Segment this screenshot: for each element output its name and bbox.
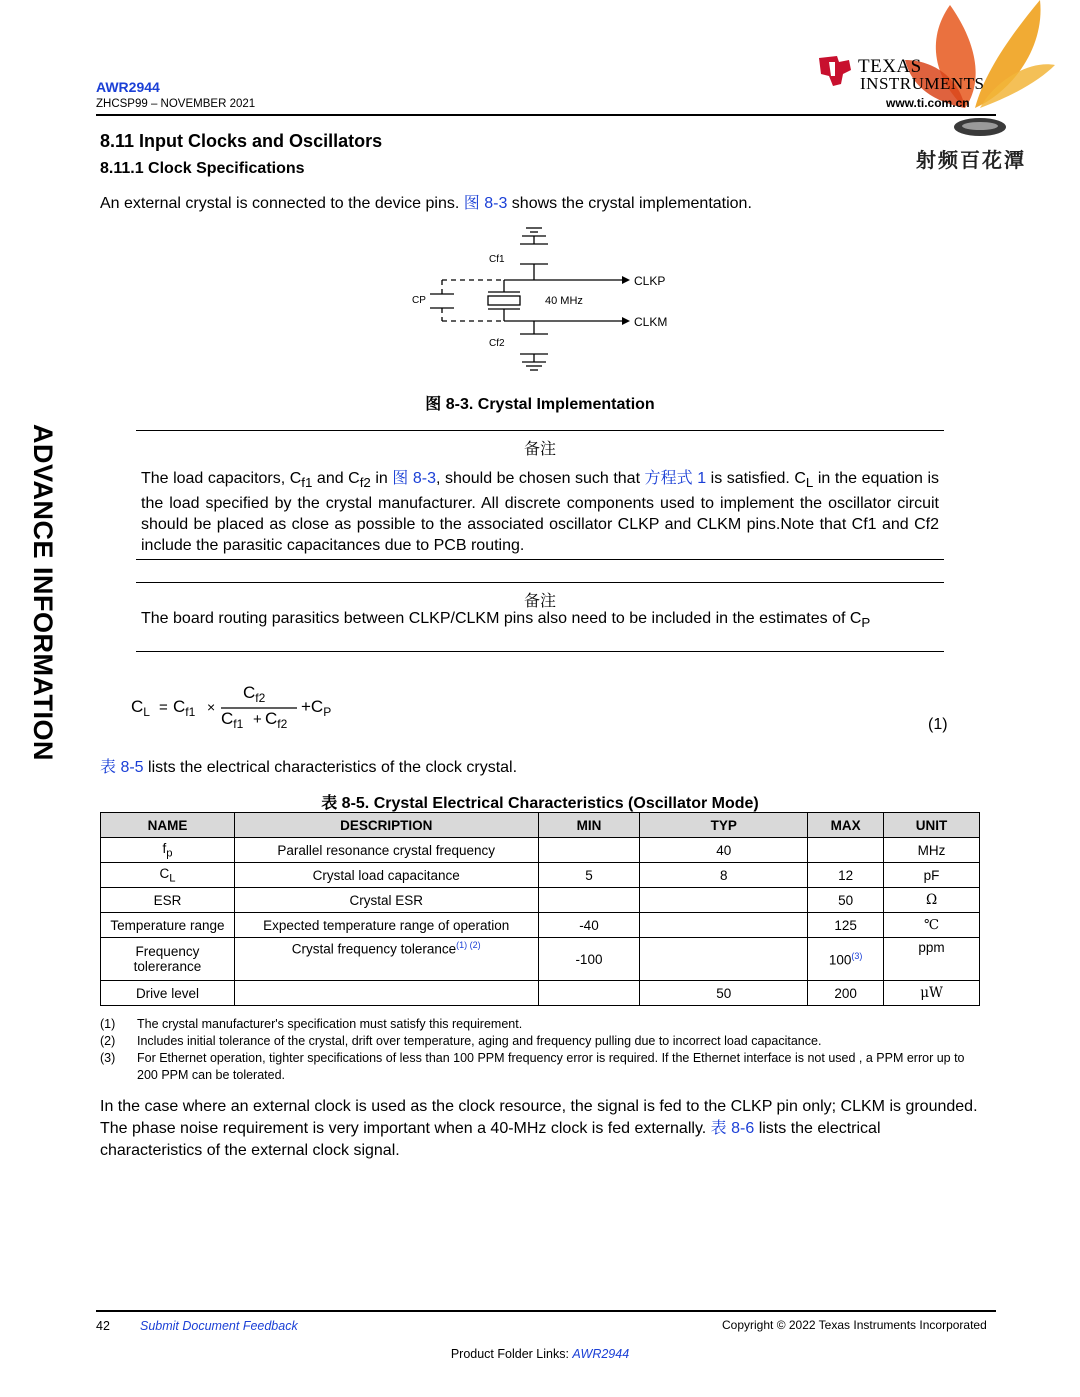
intro-paragraph <box>100 193 752 214</box>
svg-text:=: = <box>159 699 168 716</box>
ti-logo-icon[interactable] <box>815 52 855 88</box>
col-header: MIN <box>538 813 640 838</box>
intro-text-b: shows the crystal implementation. <box>511 195 752 212</box>
side-label-text: ADVANCE INFORMATION <box>28 424 58 761</box>
note1-top-rule <box>136 430 944 431</box>
cell-min <box>538 981 640 1006</box>
cell-unit: MHz <box>884 838 980 863</box>
note2-top-rule <box>136 582 944 583</box>
note1-figure-link[interactable]: 图 8-3 <box>392 470 436 487</box>
cell-max: 50 <box>808 888 884 913</box>
footnote-ref[interactable]: (3) <box>851 950 863 961</box>
footer-rule <box>96 1310 996 1312</box>
cell-desc: Crystal ESR <box>234 888 538 913</box>
svg-text:Cf1: $C_{f1}$ <box>173 697 196 719</box>
cell-desc <box>234 981 538 1006</box>
cell-max: 125 <box>808 913 884 938</box>
figure-caption: 图 8-3. Crystal Implementation <box>425 396 655 413</box>
table-link[interactable]: 表 8-5 <box>100 759 144 776</box>
note2-bottom-rule <box>136 651 944 652</box>
label-40mhz: 40 MHz <box>545 295 583 307</box>
cell-name: $C_L$ <box>101 863 235 888</box>
footnote: (1) The crystal manufacturer's specification must satisfy this requirement. <box>100 1017 523 1031</box>
watermark-text: 射频百花潭 <box>916 150 1026 172</box>
product-folder-links: Product Folder Links: AWR2944 <box>450 1347 630 1361</box>
cell-desc: Crystal frequency tolerance$^{(1) (2)}$ <box>234 938 538 981</box>
crystal-characteristics-table <box>100 812 980 1006</box>
cell-max: 12 <box>808 863 884 888</box>
cell-min: 5 <box>538 863 640 888</box>
cell-unit: pF <box>884 863 980 888</box>
intro-text-a: An external crystal is connected to the device pins. <box>100 195 460 212</box>
copyright: Copyright © 2022 Texas Instruments Incorporated <box>722 1318 987 1332</box>
figure-link[interactable]: 图 8-3 <box>463 195 508 212</box>
cell-max: 200 <box>808 981 884 1006</box>
label-clkm: CLKM <box>634 315 668 329</box>
clkp-arrow-icon <box>622 276 630 284</box>
note1-bottom-rule <box>136 559 944 560</box>
clkm-arrow-icon <box>622 317 630 325</box>
footnote: (3) For Ethernet operation, tighter specifications of less than 100 PPM frequency error is required. If the Ethernet interface is not used , a PPM error up to 200 PPM can be tolerated. <box>100 1051 965 1082</box>
ti-name-line1: TEXAS <box>858 56 922 77</box>
table-row <box>101 938 980 981</box>
equation-number: (1) <box>928 716 948 733</box>
svg-text:×: × <box>207 699 216 715</box>
table-8-6-link[interactable]: 表 8-6 <box>710 1120 755 1137</box>
cell-max: 100$^{(3)}$ <box>808 938 884 981</box>
label-cf1: Cf1 <box>489 254 505 265</box>
cell-typ: 40 <box>640 838 808 863</box>
external-clock-paragraph: In the case where an external clock is used as the clock resource, the signal is fed to the CLKP pin only; CLKM is grounded. The phase noise requirement is very important when a 40-MHz clock is fed externally. 表 8-6 lists the electrical characteristics of the external clock signal. <box>100 1098 978 1159</box>
load-capacitance-equation <box>125 676 365 736</box>
cell-typ: 50 <box>640 981 808 1006</box>
cell-typ <box>640 913 808 938</box>
cell-desc: Crystal load capacitance <box>234 863 538 888</box>
col-header: MAX <box>808 813 884 838</box>
table-row <box>101 888 980 913</box>
cell-unit: μW <box>884 981 980 1006</box>
product-link[interactable]: AWR2944 <box>572 1347 630 1361</box>
cell-name: Temperature range <box>101 913 235 938</box>
note1-body: The load capacitors, $C_{f1}$ and $C_{f2}$ in 图 8-3, should be chosen such that 方程式 1 is satisfied. $C_L$ in the equation is the load specified by the crystal manufacturer. All discrete components used to implement the oscillator circuit should be placed as close as possible to the associated oscillator CLKP and CLKM pins.Note that Cf1 and Cf2 include the parasitic capacitances due to PCB routing. <box>141 470 940 555</box>
svg-text:Cf2: $C_{f2}$ <box>265 709 288 731</box>
label-clkp: CLKP <box>634 274 666 288</box>
page-number: 42 <box>96 1319 110 1333</box>
part-number[interactable]: AWR2944 <box>96 79 160 95</box>
crystal-schematic <box>400 222 690 382</box>
note2-body: The board routing parasitics between CLKP/CLKM pins also need to be included in the estimates of $C_P$ <box>141 610 871 631</box>
cell-unit: ℃ <box>884 913 980 938</box>
header-rule <box>96 114 996 116</box>
footnote-ref[interactable]: (1) (2) <box>456 940 481 950</box>
col-header: UNIT <box>884 813 980 838</box>
cell-min: -40 <box>538 913 640 938</box>
col-header: DESCRIPTION <box>234 813 538 838</box>
submit-feedback-link[interactable]: Submit Document Feedback <box>140 1319 298 1333</box>
footnote: (2) Includes initial tolerance of the crystal, drift over temperature, aging and frequency pulling due to incorrect load capacitance. <box>100 1034 822 1048</box>
cell-name: ESR <box>101 888 235 913</box>
cell-desc: Parallel resonance crystal frequency <box>234 838 538 863</box>
table-row <box>101 838 980 863</box>
table-caption: 表 8-5. Crystal Electrical Characteristics (Oscillator Mode) <box>321 795 759 812</box>
cell-typ: 8 <box>640 863 808 888</box>
note1-heading: 备注 <box>523 439 556 458</box>
label-cp: CP <box>412 295 426 306</box>
svg-text:Cf2: $C_{f2}$ <box>243 683 266 705</box>
cell-name: $f_p$ <box>101 838 235 863</box>
cell-typ <box>640 888 808 913</box>
svg-text:+: + <box>253 711 262 728</box>
cell-unit: Ω <box>884 888 980 913</box>
ti-url-link[interactable]: www.ti.com.cn <box>886 96 970 110</box>
label-cf2: Cf2 <box>489 338 505 349</box>
svg-text:+CP: $+C_P$ <box>301 697 332 719</box>
disc-logo-icon <box>952 116 1008 138</box>
cell-desc: Expected temperature range of operation <box>234 913 538 938</box>
cell-max <box>808 838 884 863</box>
table-header-row <box>101 813 980 838</box>
cell-name: Frequency tolererance <box>101 938 235 981</box>
note2-heading: 备注 <box>523 591 556 610</box>
subsection-title: 8.11.1 Clock Specifications <box>100 160 305 177</box>
table-row <box>101 981 980 1006</box>
table-row <box>101 863 980 888</box>
cell-unit: ppm <box>884 938 980 981</box>
cell-min <box>538 838 640 863</box>
cell-min <box>538 888 640 913</box>
table-row <box>101 913 980 938</box>
col-header: TYP <box>640 813 808 838</box>
doc-id-date: ZHCSP99 – NOVEMBER 2021 <box>96 98 256 110</box>
svg-text:Cf1: $C_{f1}$ <box>221 709 244 731</box>
cell-min: -100 <box>538 938 640 981</box>
section-title: 8.11 Input Clocks and Oscillators <box>100 131 383 151</box>
cell-name: Drive level <box>101 981 235 1006</box>
note1-equation-link[interactable]: 方程式 1 <box>644 470 707 487</box>
table-intro: 表 8-5 lists the electrical characteristics of the clock crystal. <box>100 759 518 776</box>
svg-text:CL: $C_L$ <box>131 697 150 719</box>
cell-typ <box>640 938 808 981</box>
advance-information-label <box>18 424 58 809</box>
ti-name-line2: INSTRUMENTS <box>860 74 985 93</box>
col-header: NAME <box>101 813 235 838</box>
